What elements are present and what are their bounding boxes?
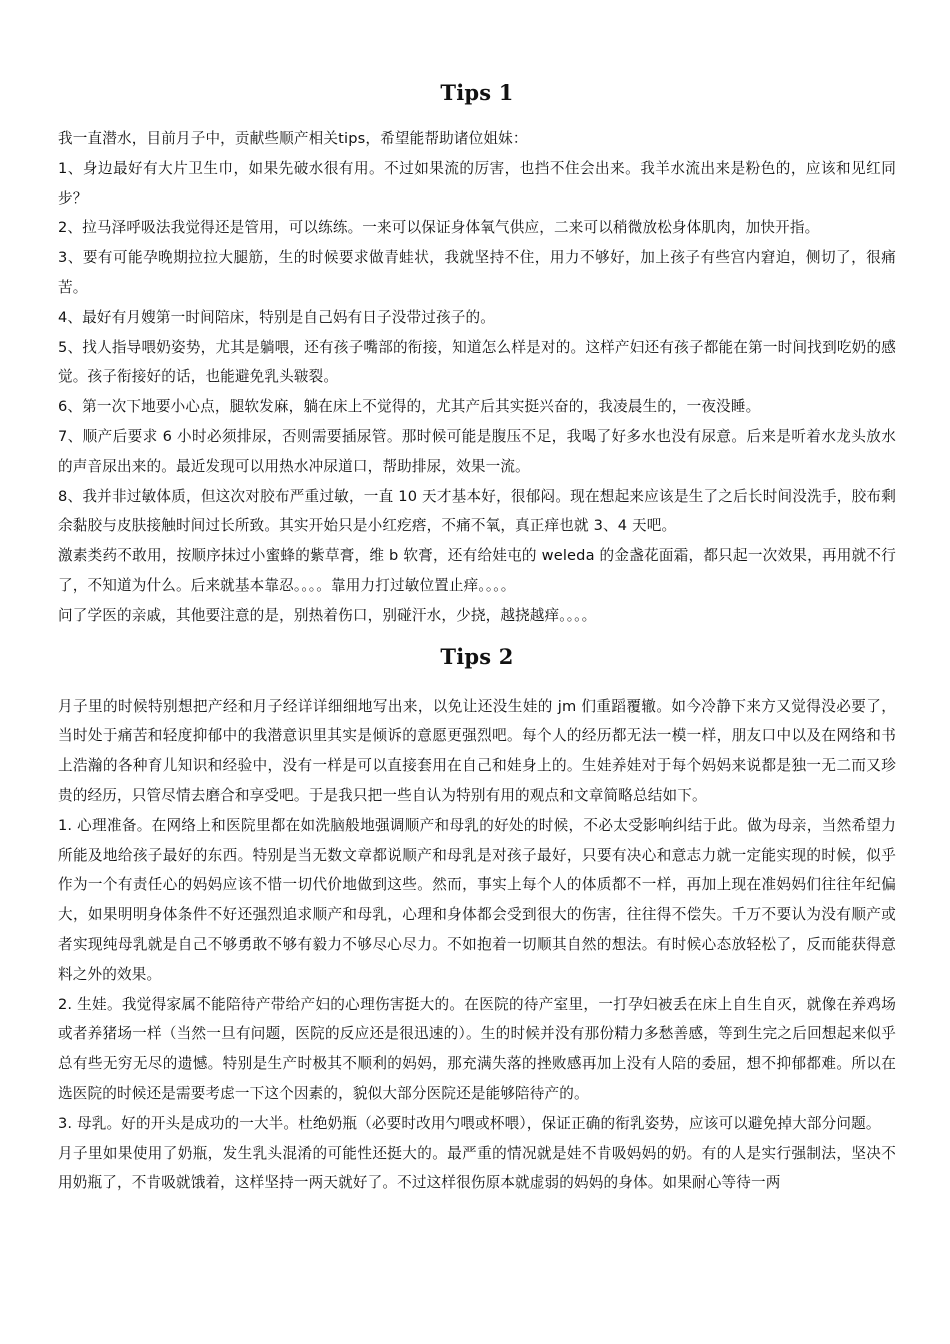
tips-2-paragraph: 月子里如果使用了奶瓶，发生乳头混淆的可能性还挺大的。最严重的情况就是娃不肯吸妈妈的奶。有的人是实行强制法，坚决不用奶瓶了，不肯吸就饿着，这样坚持一两天就好了。不过这样很伤原本就虚弱的妈妈的身体。如果耐心等待一两	[58, 1144, 896, 1192]
tips-1-body	[58, 124, 896, 631]
tips-1-paragraph: 3、要有可能孕晚期拉拉大腿筋，生的时候要求做青蛙状，我就坚持不住，用力不够好，加上孩子有些宫内窘迫，侧切了，很痛苦。	[58, 249, 896, 296]
tips-1-paragraph: 问了学医的亲戚，其他要注意的是，别热着伤口，别碰汗水，少挠，越挠越痒。。。。	[58, 606, 597, 624]
tips-1-paragraph: 7、顺产后要求 6 小时必须排尿，否则需要插尿管。那时候可能是腹压不足，我喝了好多水也没有尿意。后来是听着水龙头放水的声音尿出来的。最近发现可以用热水冲尿道口，帮助排尿，效果一流。	[58, 427, 896, 475]
tips-1-paragraph: 我一直潜水，目前月子中，贡献些顺产相关tips，希望能帮助诸位姐妹：	[58, 130, 528, 147]
tips-1-paragraph: 1、身边最好有大片卫生巾，如果先破水很有用。不过如果流的厉害，也挡不住会出来。我羊水流出来是粉色的，应该和见红同步？	[58, 159, 896, 207]
tips-1-paragraph: 5、找人指导喂奶姿势，尤其是躺喂，还有孩子嘴部的衔接，知道怎么样是对的。这样产妇还有孩子都能在第一时间找到吃奶的感觉。孩子衔接好的话，也能避免乳头皲裂。	[58, 338, 896, 386]
tips-2-paragraph: 月子里的时候特别想把产经和月子经详详细细地写出来，以免让还没生娃的 jm 们重蹈覆辙。如今冷静下来方又觉得没必要了，当时处于痛苦和轻度抑郁中的我潜意识里其实是倾诉的意愿更强烈吧。每个人的经历都无法一模一样，朋友口中以及在网络和书上浩瀚的各种育儿知识和经验中，没有一样是可以直接套用在自己和娃身上的。生娃养娃对于每个妈妈来说都是独一无二而又珍贵的经历，只管尽情去磨合和享受吧。于是我只把一些自认为特别有用的观点和文章简略总结如下。	[58, 697, 896, 804]
tips-1-paragraph: 4、最好有月嫂第一时间陪床，特别是自己妈有日子没带过孩子的。	[58, 308, 496, 326]
tips-1-paragraph: 6、第一次下地要小心点，腿软发麻，躺在床上不觉得的，尤其产后其实挺兴奋的，我凌晨生的，一夜没睡。	[58, 398, 761, 416]
tips-1-paragraph: 8、我并非过敏体质，但这次对胶布严重过敏，一直 10 天才基本好，很郁闷。现在想起来应该是生了之后长时间没洗手，胶布剩余黏胶与皮肤接触时间过长所致。其实开始只是小红疙瘩，不痛不氧，真正痒也就 3、4 天吧。	[58, 487, 896, 535]
tips-2-heading: Tips 2	[440, 643, 514, 669]
tips-1-paragraph: 激素类药不敢用，按顺序抹过小蜜蜂的紫草膏，维 b 软膏，还有给娃屯的 weleda 的金盏花面霜，都只起一次效果，再用就不行了，不知道为什么。后来就基本靠忍。。。。靠用力打过敏位置止痒。。。。	[58, 547, 896, 594]
tips-1-paragraph: 2、拉马泽呼吸法我觉得还是管用，可以练练。一来可以保证身体氧气供应，二来可以稍微放松身体肌肉，加快开指。	[58, 219, 820, 237]
document-page	[58, 72, 896, 1198]
tips-2-paragraph: 2. 生娃。我觉得家属不能陪待产带给产妇的心理伤害挺大的。在医院的待产室里，一打孕妇被丢在床上自生自灭，就像在养鸡场或者养猪场一样（当然一旦有问题，医院的反应还是很迅速的）。生的时候并没有那份精力多愁善感，等到生完之后回想起来似乎总有些无穷无尽的遗憾。特别是生产时极其不顺利的妈妈，那充满失落的挫败感再加上没有人陪的委屈，想不抑郁都难。所以在选医院的时候还是需要考虑一下这个因素的，貌似大部分医院还是能够陪待产的。	[58, 995, 896, 1102]
tips-1-heading: Tips 1	[440, 80, 514, 105]
tips-2-paragraph: 1. 心理准备。在网络上和医院里都在如洗脑般地强调顺产和母乳的好处的时候，不必太受影响纠结于此。做为母亲，当然希望力所能及地给孩子最好的东西。特别是当无数文章都说顺产和母乳是对孩子最好，只要有决心和意志力就一定能实现的时候，似乎作为一个有责任心的妈妈应该不惜一切代价地做到这些。然而，事实上每个人的体质都不一样，再加上现在准妈妈们往往年纪偏大，如果明明身体条件不好还强烈追求顺产和母乳，心理和身体都会受到很大的伤害，往往得不偿失。千万不要认为没有顺产或者实现纯母乳就是自己不够勇敢不够有毅力不够尽心尽力。不如抱着一切顺其自然的想法。有时候心态放轻松了，反而能获得意料之外的效果。	[58, 816, 896, 983]
tips-2-body	[58, 692, 896, 1199]
tips-2-paragraph: 3. 母乳。好的开头是成功的一大半。杜绝奶瓶（必要时改用勺喂或杯喂），保证正确的衔乳姿势，应该可以避免掉大部分问题。	[58, 1114, 881, 1132]
